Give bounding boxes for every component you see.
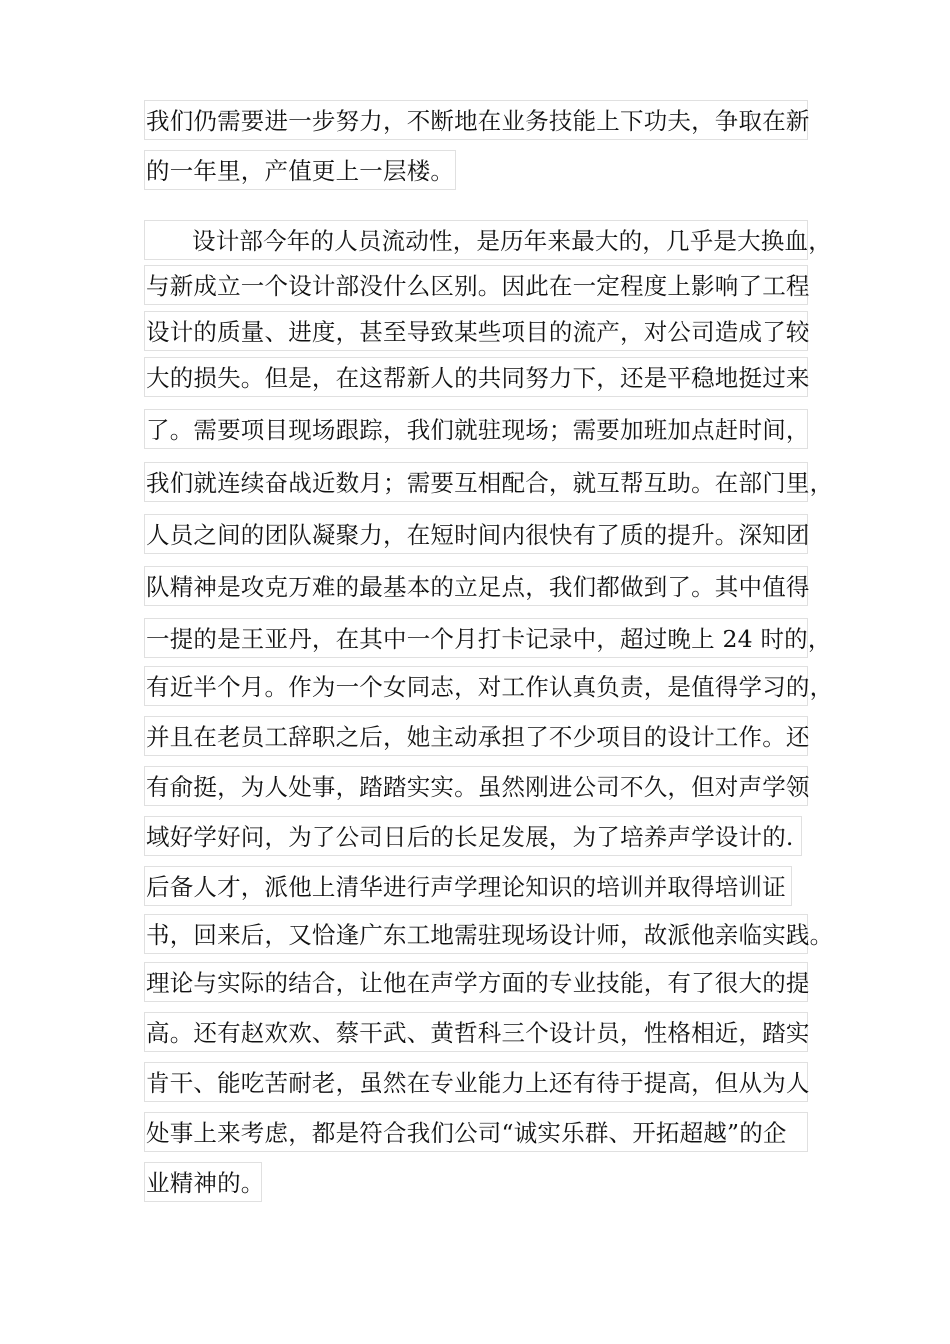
text-line: 理论与实际的结合，让他在声学方面的专业技能，有了很大的提 [144, 962, 808, 1002]
text-line: 与新成立一个设计部没什么区别。因此在一定程度上影响了工程 [144, 265, 808, 305]
text-line: 业精神的。 [144, 1162, 262, 1202]
paragraph-first-line: 设计部今年的人员流动性，是历年来最大的，几乎是大换血， [144, 220, 808, 260]
text-line: 我们仍需要进一步努力，不断地在业务技能上下功夫，争取在新 [144, 100, 808, 140]
text-line: 设计的质量、进度，甚至导致某些项目的流产，对公司造成了较 [144, 311, 808, 351]
text-line: 高。还有赵欢欢、蔡干武、黄哲科三个设计员，性格相近，踏实 [144, 1012, 808, 1052]
text-line: 我们就连续奋战近数月；需要互相配合，就互帮互助。在部门里， [144, 462, 808, 502]
text-line: 大的损失。但是，在这帮新人的共同努力下，还是平稳地挺过来 [144, 357, 808, 397]
text-line: 队精神是攻克万难的最基本的立足点，我们都做到了。其中值得 [144, 566, 808, 606]
text-line: 后备人才，派他上清华进行声学理论知识的培训并取得培训证 [144, 866, 792, 906]
text-line: 的一年里，产值更上一层楼。 [144, 150, 456, 190]
text-line: 域好学好问，为了公司日后的长足发展，为了培养声学设计的. [144, 816, 802, 856]
text-line: 了。需要项目现场跟踪，我们就驻现场；需要加班加点赶时间， [144, 409, 808, 449]
text-line: 书，回来后，又恰逢广东工地需驻现场设计师，故派他亲临实践。 [144, 914, 808, 954]
text-line: 人员之间的团队凝聚力，在短时间内很快有了质的提升。深知团 [144, 514, 808, 554]
text-line: 处事上来考虑，都是符合我们公司“诚实乐群、开拓超越”的企 [144, 1112, 808, 1152]
text-line: 并且在老员工辞职之后，她主动承担了不少项目的设计工作。还 [144, 716, 808, 756]
text-line: 有近半个月。作为一个女同志，对工作认真负责，是值得学习的， [144, 666, 808, 706]
text-line: 一提的是王亚丹，在其中一个月打卡记录中，超过晚上 24 时的， [144, 618, 808, 658]
text-line: 肯干、能吃苦耐老，虽然在专业能力上还有待于提高，但从为人 [144, 1062, 808, 1102]
text-line: 有俞挺，为人处事，踏踏实实。虽然刚进公司不久，但对声学领 [144, 766, 808, 806]
